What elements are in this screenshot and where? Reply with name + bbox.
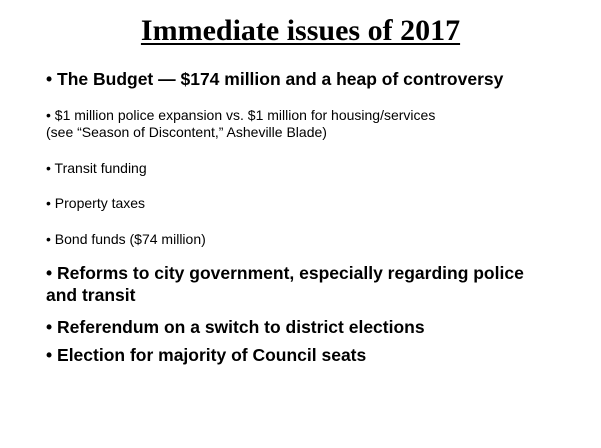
bullet-icon: • (46, 160, 51, 176)
bullet-icon: • (46, 263, 53, 283)
bullet-item-police-expansion (46, 107, 586, 141)
bullet-icon: • (46, 231, 51, 247)
bullet-icon: • (46, 107, 51, 123)
bullet-icon: • (46, 195, 51, 211)
bullet-text: The Budget — $174 million and a heap of controversy (57, 69, 504, 89)
bullet-text: Bond funds ($74 million) (54, 231, 206, 247)
bullet-item-property-taxes (46, 195, 586, 212)
bullet-icon: • (46, 69, 53, 89)
bullet-text: Property taxes (54, 195, 146, 211)
bullet-icon: • (46, 317, 53, 337)
bullet-item-transit-funding (46, 160, 586, 177)
bullet-text: Referendum on a switch to district elections (57, 317, 425, 337)
bullet-text: Election for majority of Council seats (57, 345, 367, 365)
bullet-icon: • (46, 345, 53, 365)
bullet-text: Reforms to city government, especially regarding police (57, 263, 524, 283)
bullet-text: Transit funding (54, 160, 147, 176)
bullet-text: $1 million police expansion vs. $1 million for housing/services (54, 107, 436, 123)
bullet-text-continuation: and transit (46, 285, 136, 305)
bullet-item-bond-funds (46, 231, 586, 248)
bullet-item-budget (46, 68, 586, 90)
slide-title: Immediate issues of 2017 (140, 14, 461, 47)
bullet-item-election (46, 344, 586, 366)
bullet-text-continuation: (see “Season of Discontent,” Asheville Blade) (46, 124, 327, 140)
bullet-item-referendum (46, 316, 586, 338)
bullet-item-reforms (46, 262, 586, 306)
